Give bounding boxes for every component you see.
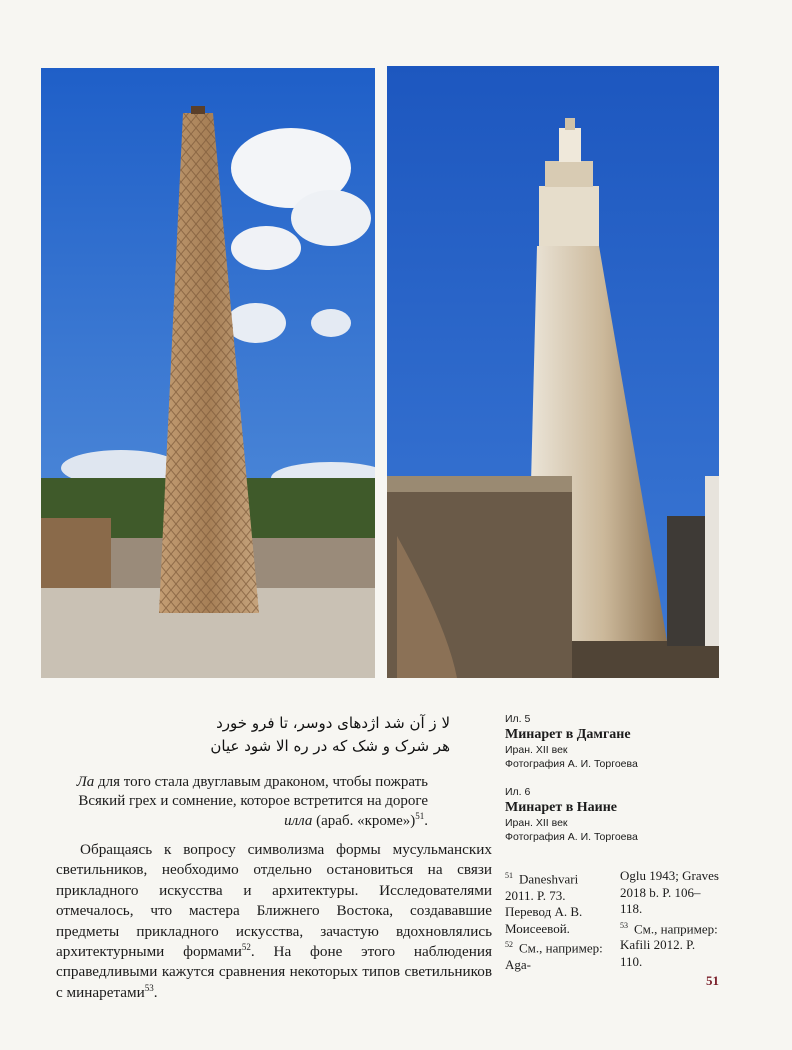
translation-line-3: [60, 812, 428, 831]
caption-date: Иран. XII век: [505, 817, 568, 829]
body-paragraph: [56, 840, 492, 1003]
body-text-part-3: .: [153, 983, 158, 1001]
footnote-text: См., например: Aga-: [505, 940, 603, 973]
footnote-text: См., например: Kafili 2012. P. 110.: [620, 920, 718, 969]
caption-title: Минарет в Дамгане: [505, 727, 631, 742]
italic-term-la: Ла: [76, 774, 95, 790]
translation-line-1-text: для того стала двуглавым драконом, чтобы пожрать: [94, 774, 428, 790]
caption-number: Ил. 5: [505, 713, 531, 725]
caption-date: Иран. XII век: [505, 744, 568, 756]
footnote-text: Daneshvari 2011. P. 73. Перевод А. В. Моисеевой.: [505, 871, 583, 936]
translation-line-2: Всякий грех и сомнение, которое встретится на дороге: [78, 793, 428, 809]
body-text-part-1: Обращаясь к вопросу символизма формы мусульманских светильников, необходимо отдельно остановиться на связи прикладного искусства и архитектуры. Исследователями отмечалось, что мастера Ближнего Востока, создававшие предметы прикладного искусства, зачастую вдохновлялись архитектурными формами: [56, 841, 492, 961]
footnote-number: 53: [620, 920, 628, 930]
caption-title: Минарет в Наине: [505, 800, 618, 815]
caption-credit: Фотография А. И. Торгоева: [505, 758, 638, 770]
footnote-number: 52: [505, 940, 513, 950]
photo-minaret-damghan: [41, 68, 375, 678]
body-text-part-2: . На фоне этого наблюдения справедливыми кажутся сравнения некоторых типов светильников с минаретами: [56, 943, 493, 1001]
italic-term-illa: илла: [284, 813, 313, 829]
persian-verse-line-2: هر شرک و شک که در ره الا شود عیان: [210, 737, 450, 755]
footnote-53: [620, 918, 720, 971]
footnotes-column-1: [505, 868, 603, 974]
photo-minaret-nain: [387, 66, 719, 678]
caption-number: Ил. 6: [505, 786, 531, 798]
caption-illustration-6: [505, 786, 755, 844]
footnote-number: 51: [505, 871, 513, 880]
footnote-ref-51: 51: [415, 811, 425, 821]
translation-line-3-text: (араб. «кроме»): [312, 813, 416, 829]
page-number: 51: [706, 973, 719, 988]
translation-line-1: [60, 773, 428, 792]
footnote-ref-52: 52: [241, 941, 251, 952]
persian-verse-line-1: لا ز آن شد اژدهای دوسر، تا فرو خورد: [216, 714, 450, 732]
footnote-ref-53: 53: [144, 982, 154, 993]
caption-illustration-5: [505, 713, 755, 771]
footnote-52-continued: Oglu 1943; Graves 2018 b. P. 106–118.: [620, 868, 719, 916]
caption-credit: Фотография А. И. Торгоева: [505, 831, 638, 843]
footnote-52: [505, 937, 603, 973]
translation-line-3-end: .: [424, 813, 428, 829]
footnotes-column-2: [620, 868, 720, 970]
footnote-51: [505, 868, 603, 937]
